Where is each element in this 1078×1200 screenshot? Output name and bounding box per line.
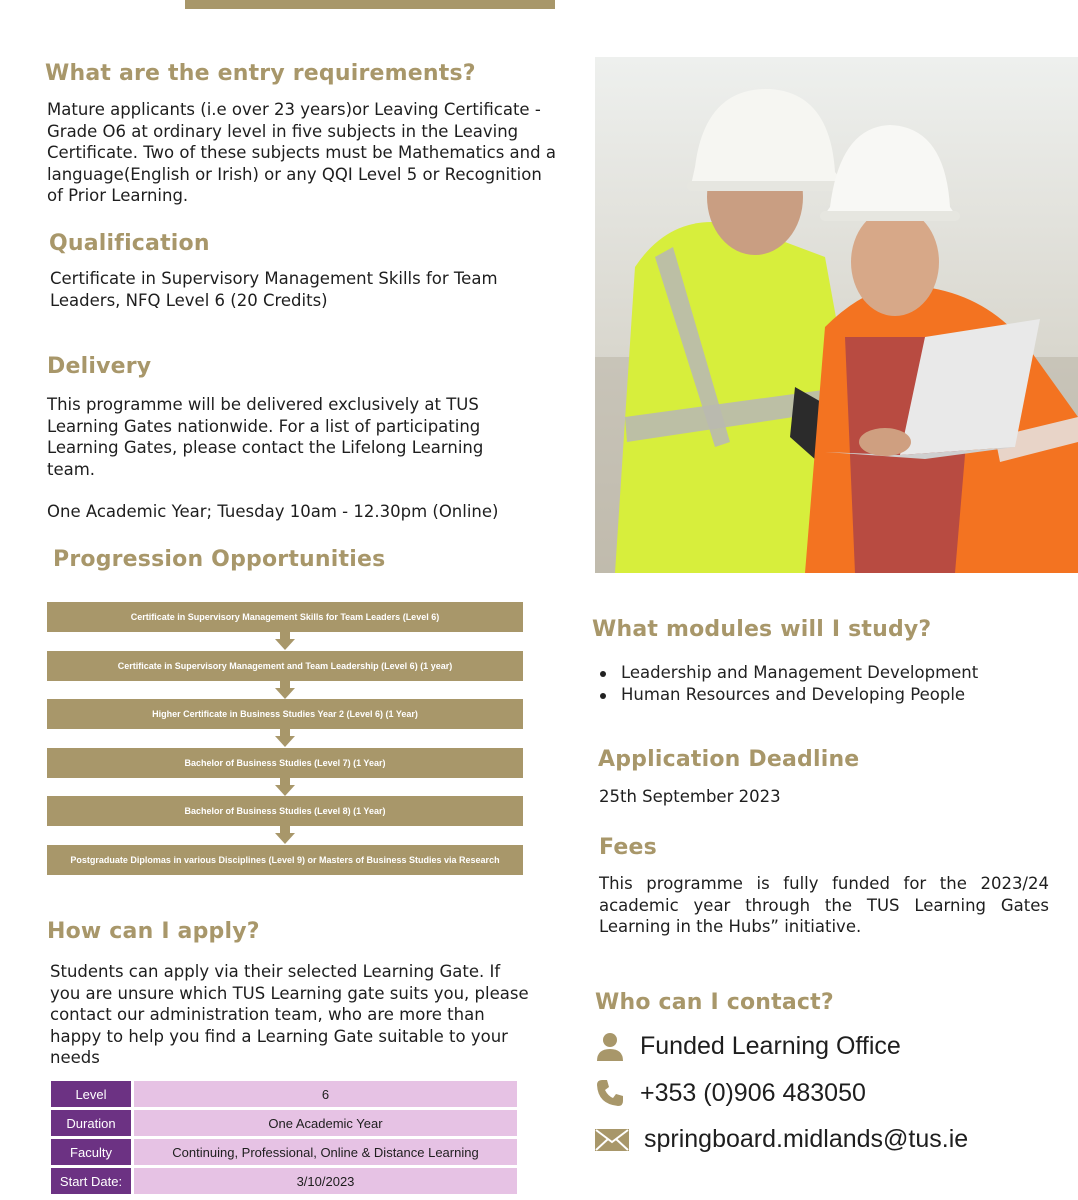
top-accent-bar — [185, 0, 555, 9]
info-value: 6 — [134, 1081, 517, 1107]
flow-arrow-icon — [47, 681, 523, 700]
apply-text: Students can apply via their selected Learning Gate. If you are unsure which TUS Learning gate suits you, please contact our administration team, who are more than happy to help you find a Learning Gate suitable to your needs — [50, 962, 529, 1067]
progression-flowchart — [47, 602, 523, 875]
qualification-text: Certificate in Supervisory Management Skills for Team Leaders, NFQ Level 6 (20 Credits) — [50, 269, 498, 310]
progression-step: Postgraduate Diplomas in various Disciplines (Level 9) or Masters of Business Studies via Research — [47, 845, 523, 875]
info-label: Start Date: — [51, 1168, 131, 1194]
list-item: Leadership and Management Development — [597, 662, 978, 684]
deadline-date: 25th September 2023 — [599, 787, 781, 806]
qualification-heading: Qualification — [49, 231, 210, 256]
progression-step: Certificate in Supervisory Management and Team Leadership (Level 6) (1 year) — [47, 651, 523, 681]
modules-list — [597, 662, 978, 706]
progression-step: Higher Certificate in Business Studies Year 2 (Level 6) (1 Year) — [47, 699, 523, 729]
deadline-heading: Application Deadline — [598, 747, 860, 772]
contact-office — [594, 1030, 901, 1062]
contact-phone[interactable] — [594, 1077, 866, 1109]
info-value: One Academic Year — [134, 1110, 517, 1136]
workers-illustration — [595, 57, 1078, 573]
table-row — [51, 1110, 517, 1136]
info-label: Level — [51, 1081, 131, 1107]
email-address[interactable]: springboard.midlands@tus.ie — [644, 1124, 969, 1153]
progression-step: Bachelor of Business Studies (Level 7) (1 Year) — [47, 748, 523, 778]
progression-heading: Progression Opportunities — [53, 547, 386, 572]
modules-heading: What modules will I study? — [592, 617, 932, 642]
envelope-icon — [594, 1123, 630, 1155]
flow-arrow-icon — [47, 729, 523, 748]
entry-heading: What are the entry requirements? — [45, 61, 476, 86]
delivery-text: This programme will be delivered exclusively at TUS Learning Gates nationwide. For a list of participating Learning Gates, please contact the Lifelong Learning team. — [47, 395, 484, 479]
office-name: Funded Learning Office — [640, 1031, 901, 1060]
apply-heading: How can I apply? — [47, 919, 260, 944]
info-value: 3/10/2023 — [134, 1168, 517, 1194]
flow-arrow-icon — [47, 826, 523, 845]
table-row — [51, 1081, 517, 1107]
fees-heading: Fees — [599, 835, 657, 860]
fees-text: This programme is fully funded for the 2023/24 academic year through the TUS Learning Gates Learning in the Hubs” initiative. — [599, 874, 1049, 936]
person-icon — [594, 1030, 626, 1062]
delivery-schedule: One Academic Year; Tuesday 10am - 12.30pm (Online) — [47, 502, 499, 521]
contact-heading: Who can I contact? — [595, 990, 834, 1015]
delivery-heading: Delivery — [47, 354, 152, 379]
workers-photo — [595, 57, 1078, 573]
table-row — [51, 1168, 517, 1194]
programme-info-table — [48, 1078, 520, 1197]
info-label: Faculty — [51, 1139, 131, 1165]
flow-arrow-icon — [47, 632, 523, 651]
info-value: Continuing, Professional, Online & Distance Learning — [134, 1139, 517, 1165]
table-row — [51, 1139, 517, 1165]
flow-arrow-icon — [47, 778, 523, 797]
progression-step: Certificate in Supervisory Management Skills for Team Leaders (Level 6) — [47, 602, 523, 632]
entry-text: Mature applicants (i.e over 23 years)or Leaving Certificate - Grade O6 at ordinary level in five subjects in the Leaving Certificate. Two of these subjects must be Mathematics and a language(English or Irish) or any QQI Level 5 or Recognition of Prior Learning. — [47, 100, 556, 205]
phone-icon — [594, 1077, 626, 1109]
contact-email[interactable] — [594, 1123, 968, 1155]
progression-step: Bachelor of Business Studies (Level 8) (1 Year) — [47, 796, 523, 826]
phone-number[interactable]: +353 (0)906 483050 — [640, 1078, 866, 1107]
list-item: Human Resources and Developing People — [597, 684, 978, 706]
info-label: Duration — [51, 1110, 131, 1136]
